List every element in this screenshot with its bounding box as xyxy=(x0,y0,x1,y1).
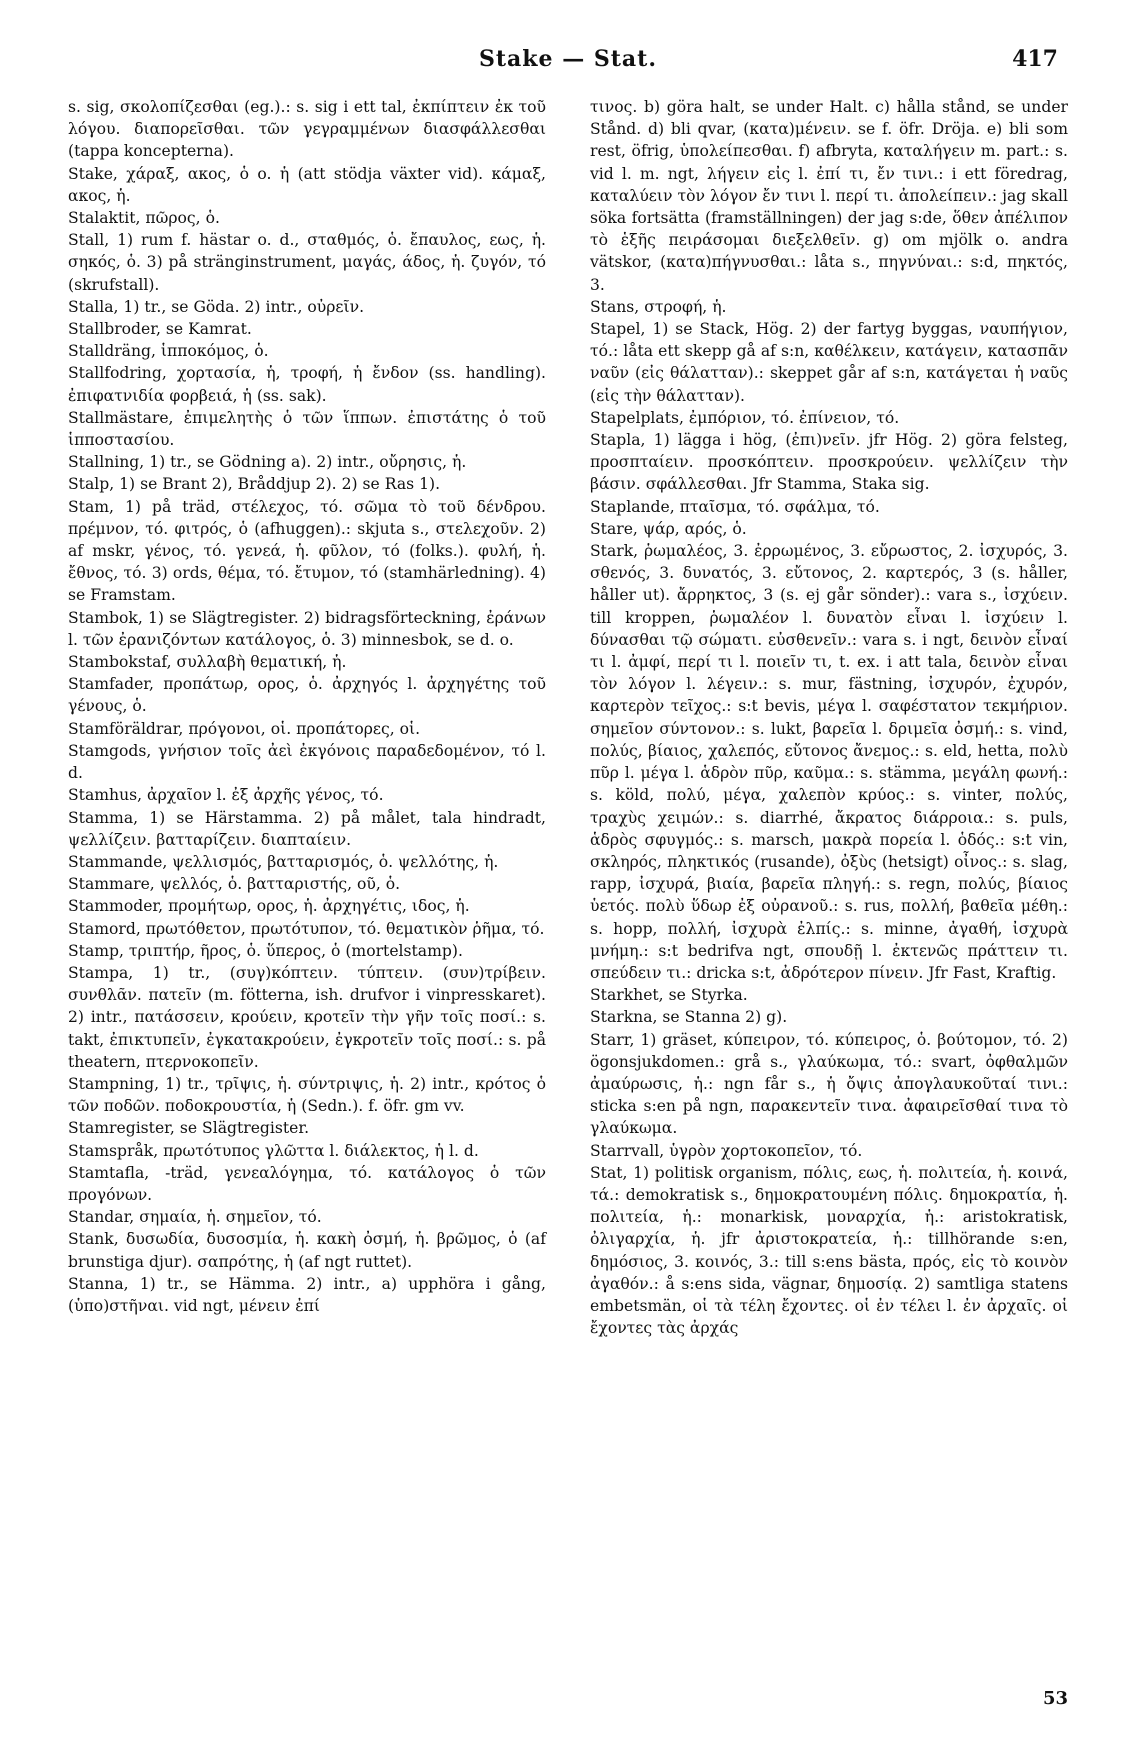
dictionary-entry: Stapelplats, ἐμπόριον, τό. ἐπίνειον, τό. xyxy=(590,408,900,427)
dictionary-entry: Stamgods, γνήσιον τοῖς ἀεὶ ἐκγόνοις παραδεδομένον, τό l. d. xyxy=(68,741,546,783)
dictionary-entry: Stamregister, se Slägtregister. xyxy=(68,1119,310,1138)
dictionary-entry: Stalp, 1) se Brant 2), Bråddjup 2). 2) se Ras 1). xyxy=(68,475,441,494)
dictionary-entry: Stallmästare, ἐπιμελητὴς ὁ τῶν ἵππων. ἐπιστάτης ὁ τοῦ ἱπποστασίου. xyxy=(68,408,546,450)
dictionary-entry: Stank, δυσωδία, δυσοσμία, ἡ. κακὴ ὀσμή, ἡ. βρῶμος, ὁ (af brunstiga djur). σαπρότης, ἡ (af ngt ruttet). xyxy=(68,1230,546,1271)
dictionary-entry: Stamföräldrar, πρόγονοι, οἱ. προπάτορες, οἱ. xyxy=(68,719,421,738)
dictionary-entry: Stalldräng, ἱπποκόμος, ὁ. xyxy=(68,342,269,361)
dictionary-entry: Stamma, 1) se Härstamma. 2) på målet, tala hindradt, ψελλίζειν. βατταρίζειν. διαπταίειν. xyxy=(68,808,546,849)
dictionary-entry: Starkhet, se Styrka. xyxy=(590,986,748,1005)
dictionary-entry: Stambok, 1) se Slägtregister. 2) bidragsförteckning, ἐράνων l. τῶν ἐρανιζόντων κατάλογος, ὁ. 3) minnesbok, se d. o. xyxy=(68,608,546,649)
dictionary-entry: Stall, 1) rum f. hästar o. d., σταθμός, ὁ. ἔπαυλος, εως, ἡ. σηκός, ὁ. 3) på stränginstrument, μαγάς, άδος, ἡ. ζυγόν, τό (skrufstall). xyxy=(68,231,546,294)
dictionary-entry: Stapla, 1) lägga i hög, (ἐπι)νεῖν. jfr Hög. 2) göra felsteg, προσπταίειν. προσκόπτειν. προσκρούειν. ψελλίζειν τὴν βάσιν. σφάλλεσθαι. Jfr Stamma, Staka sig. xyxy=(590,431,1068,494)
dictionary-entry: Stalaktit, πῶρος, ὁ. xyxy=(68,209,220,228)
dictionary-entry: Stapel, 1) se Stack, Hög. 2) der fartyg byggas, ναυπήγιον, τό.: låta ett skepp gå af s:n, καθέλκειν, κατάγειν, κατασπᾶν ναῦν (εἰς θάλατταν).: skeppet går af s:n, κατάγεται ἡ ναῦς (εἰς τὴν θάλατταν). xyxy=(590,320,1068,405)
dictionary-entry: Stare, ψάρ, αρός, ὁ. xyxy=(590,519,747,538)
dictionary-entry: Stammande, ψελλισμός, βατταρισμός, ὁ. ψελλότης, ἡ. xyxy=(68,852,499,871)
dictionary-entry: Stallning, 1) tr., se Gödning a). 2) intr., οὔρησις, ἡ. xyxy=(68,453,467,472)
dictionary-entry: Stake, χάραξ, ακος, ὁ o. ἡ (att stödja växter vid). κάμαξ, ακος, ἡ. xyxy=(68,164,546,205)
dictionary-entry: Stat, 1) politisk organism, πόλις, εως, ἡ. πολιτεία, ἡ. κοινά, τά.: demokratisk s., δημοκρατουμένη πόλις. δημοκρατία, ἡ. πολιτεία, ἡ.: monarkisk, μοναρχία, ἡ.: aristokratisk, ὀλιγαρχία, ἡ. jfr ἀριστοκρατεία, ἡ.: tillhörande s:en, δημόσιος, 3. κοινός, 3.: till s:ens bästa, πρός, εἰς τὸ κοινὸν ἀγαθόν.: å s:ens sida, vägnar, δημοσίᾳ. 2) samtliga statens embetsmän, οἱ τὰ τέλη ἔχοντες. οἱ ἐν τέλει l. ἐν ἀρχαῖς. οἱ ἔχοντες τὰς ἀρχάς xyxy=(590,1163,1068,1338)
dictionary-entry: Stampning, 1) tr., τρῖψις, ἡ. σύντριψις, ἡ. 2) intr., κρότος ὁ τῶν ποδῶν. ποδοκρουστία, ἡ (Sedn.). f. öfr. gm vv. xyxy=(68,1074,546,1116)
dictionary-entry: Stark, ῥωμαλέος, 3. ἐρρωμένος, 3. εὔρωστος, 2. ἰσχυρός, 3. σθενός, 3. δυνατός, 3. εὔτονος, 2. καρτερός, 3 (s. håller, håller ut). ἄρρηκτος, 3 (s. ej går sönder).: vara s., ἰσχύειν. till kroppen, ῥωμαλέον l. δυνατὸν εἶναι l. ἰσχύειν l. δύνασθαι τῷ σώματι. εὐσθενεῖν.: vara s. i ngt, δεινὸν εἶναί τι l. ἀμφί, περί τι l. ποιεῖν τι, t. ex. i att tala, δεινὸν εἶναι τὸν λόγον l. λέγειν.: s. mur, fästning, ἰσχυρόν, ἐχυρόν, καρτερὸν τεῖχος.: s:t bevis, μέγα l. σαφέστατον τεκμήριον. σημεῖον σύντονον.: s. lukt, βαρεῖα l. δριμεῖα ὀσμή.: s. vind, πολύς, βίαιος, χαλεπός, εὔτονος ἄνεμος.: s. eld, hetta, πολὺ πῦρ l. μέγα l. ἁδρὸν πῦρ, καῦμα.: s. stämma, μεγάλη φωνή.: s. köld, πολύ, μέγα, χαλεπὸν κρύος.: s. vinter, πολύς, τραχὺς χειμών.: s. diarrhé, ἄκρατος διάρροια.: s. puls, ἁδρὸς σφυγμός.: s. marsch, μακρὰ πορεία l. ὁδός.: s:t vin, σκληρός, πληκτικός (rusande), ὀξὺς (hetsigt) οἶνος.: s. slag, rapp, ἰσχυρά, βιαία, βαρεῖα πληγή.: s. regn, πολύς, βίαιος ὑετός. πολὺ ὕδωρ ἐξ οὐρανοῦ.: s. rus, πολλή, βαθεῖα μέθη.: s. hopp, πολλή, ἰσχυρὰ ἐλπίς.: s. minne, ἀγαθή, ἰσχυρὰ μνήμη.: s:t bedrifva ngt, σπουδῇ l. ἐκτενῶς πράττειν τι. σπεύδειν τι.: dricka s:t, ἀδρότερον πίνειν. Jfr Fast, Kraftig. xyxy=(590,542,1068,982)
dictionary-entry: Stambokstaf, συλλαβὴ θεματική, ἡ. xyxy=(68,653,347,672)
dictionary-entry: Stammoder, προμήτωρ, ορος, ἡ. ἀρχηγέτις, ιδος, ἡ. xyxy=(68,897,470,916)
dictionary-entry: Stamord, πρωτόθετον, πρωτότυπον, τό. θεματικὸν ῥῆμα, τό. xyxy=(68,919,545,938)
dictionary-entry: s. sig, σκολοπίζεσθαι (eg.).: s. sig i ett tal, ἐκπίπτειν ἐκ τοῦ λόγου. διαπορεῖσθαι. τῶν γεγραμμένων διασφάλλεσθαι (tappa koncepterna). xyxy=(68,98,546,161)
dictionary-entry: Stampa, 1) tr., (συγ)κόπτειν. τύπτειν. (συν)τρίβειν. συνθλᾶν. πατεῖν (m. fötterna, ish. drufvor i vinpresskaret). 2) intr., πατάσσειν, κρούειν, κροτεῖν τὴν γῆν τοῖς ποσί.: s. takt, ἐπικτυπεῖν, ἐγκατακρούειν, ἐγκροτεῖν τοῖς ποσί.: s. på theatern, πτερνοκοπεῖν. xyxy=(68,963,546,1071)
dictionary-entry: Starkna, se Stanna 2) g). xyxy=(590,1008,788,1027)
dictionary-entry: Stallfodring, χορτασία, ἡ, τροφή, ἡ ἔνδον (ss. handling). ἐπιφατνιδία φορβειά, ἡ (ss. sak). xyxy=(68,364,546,405)
dictionary-entry: Stalla, 1) tr., se Göda. 2) intr., οὐρεῖν. xyxy=(68,297,365,316)
page-header xyxy=(0,40,1136,90)
dictionary-entry: Stans, στροφή, ἡ. xyxy=(590,297,727,316)
running-head: Stake — Stat. xyxy=(479,46,657,72)
dictionary-entry: Starr, 1) gräset, κύπειρον, τό. κύπειρος, ὁ. βούτομον, τό. 2) ögonsjukdomen.: grå s., γλαύκωμα, τό.: svart, ὀφθαλμῶν ἀμαύρωσις, ἡ.: ngn får s., ἡ ὄψις ἀπογλαυκοῦταί τινι.: sticka s:en på ngn, παρακεντεῖν τινα. ἀφαιρεῖσθαί τινα τὸ γλαύκωμα. xyxy=(590,1030,1068,1138)
dictionary-entry: Stamspråk, πρωτότυπος γλῶττα l. διάλεκτος, ἡ l. d. xyxy=(68,1141,479,1160)
dictionary-entry: Stamtafla, -träd, γενεαλόγημα, τό. κατάλογος ὁ τῶν προγόνων. xyxy=(68,1163,546,1204)
dictionary-entry: Stamfader, προπάτωρ, ορος, ὁ. ἀρχηγός l. ἀρχηγέτης τοῦ γένους, ὁ. xyxy=(68,675,546,716)
dictionary-entry: Stamp, τριπτήρ, ῆρος, ὁ. ὕπερος, ὁ (mortelstamp). xyxy=(68,941,463,960)
signature-mark: 53 xyxy=(1042,1688,1068,1709)
right-column xyxy=(590,96,1068,1339)
dictionary-entry: Starrvall, ὑγρὸν χορτοκοπεῖον, τό. xyxy=(590,1141,863,1160)
dictionary-entry: Stam, 1) på träd, στέλεχος, τό. σῶμα τὸ τοῦ δένδρου. πρέμνον, τό. φιτρός, ὁ (afhuggen).: skjuta s., στελεχοῦν. 2) af mskr, γένος, τό. γενεά, ἡ. φῦλον, τό (folks.). φυλή, ἡ. ἔθνος, τό. 3) ords, θέμα, τό. ἔτυμον, τό (stamhärledning). 4) se Framstam. xyxy=(68,497,546,605)
dictionary-entry: Stammare, ψελλός, ὁ. βατταριστής, οῦ, ὁ. xyxy=(68,875,401,894)
dictionary-entry: Stallbroder, se Kamrat. xyxy=(68,320,252,339)
dictionary-entry: τινος. b) göra halt, se under Halt. c) hålla stånd, se under Stånd. d) bli qvar, (κατα)μένειν. se f. öfr. Dröja. e) bli som rest, öfrig, ὑπολείπεσθαι. f) afbryta, καταλήγειν m. part.: s. vid l. m. ngt, λήγειν εἰς l. ἐπί τι, ἔν τινι.: i ett föredrag, καταλύειν τὸν λόγον ἔν τινι l. περί τι. ἀπολείπειν.: jag skall söka fortsätta (framställningen) der jag s:de, ὅθεν ἀπέλιπον τὸ ἑξῆς πειράσομαι διεξελθεῖν. g) om mjölk o. andra vätskor, (κατα)πήγνυσθαι.: låta s., πηγνύναι.: s:d, πηκτός, 3. xyxy=(590,98,1068,294)
dictionary-entry: Staplande, πταῖσμα, τό. σφάλμα, τό. xyxy=(590,497,880,516)
dictionary-entry: Stamhus, ἀρχαῖον l. ἐξ ἀρχῆς γένος, τό. xyxy=(68,786,384,805)
left-column xyxy=(68,96,546,1317)
dictionary-entry: Standar, σημαία, ἡ. σημεῖον, τό. xyxy=(68,1208,322,1227)
dictionary-entry: Stanna, 1) tr., se Hämma. 2) intr., a) upphöra i gång, (ὑπο)στῆναι. vid ngt, μένειν ἐπί xyxy=(68,1274,546,1315)
page-number: 417 xyxy=(1012,46,1058,72)
